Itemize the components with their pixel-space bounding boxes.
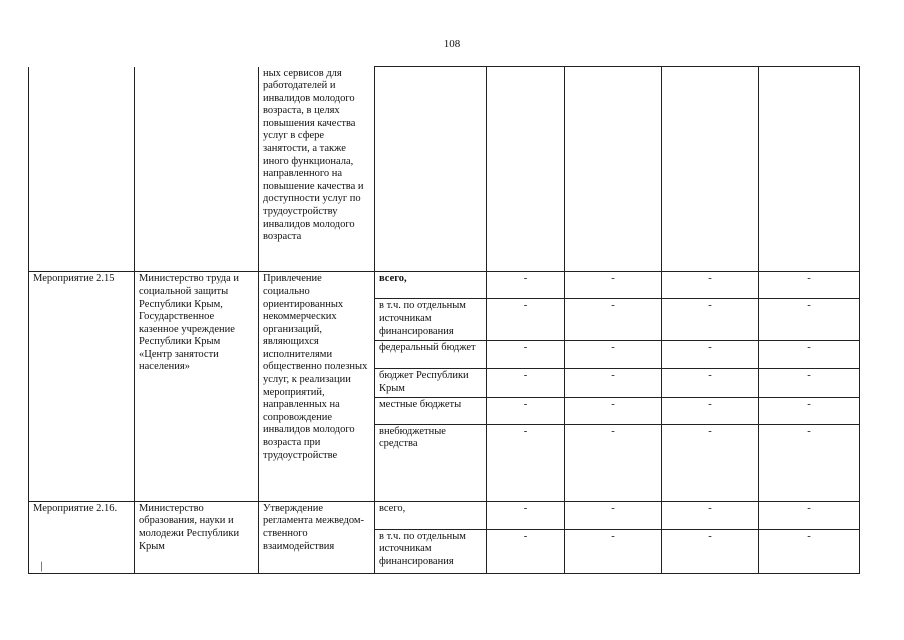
funding-value: - xyxy=(662,369,759,397)
funding-value: - xyxy=(565,424,662,501)
continuation-value-cell xyxy=(759,67,860,272)
funding-value: - xyxy=(565,501,662,529)
continuation-source-cell xyxy=(375,67,487,272)
continuation-executor-cell xyxy=(135,67,259,272)
funding-value: - xyxy=(662,272,759,299)
measure-description: Привлечение социально ориентированных некоммерческих организаций, являющихся исполнителями общественно полезных услуг, к реализации мероприятий, направленных на сопровождение инвалидов молодого возраста при трудоустройстве xyxy=(259,272,375,501)
table-row xyxy=(29,272,860,299)
funding-value: - xyxy=(759,369,860,397)
funding-value: - xyxy=(565,529,662,573)
measure-name: Мероприятие 2.15 xyxy=(29,272,135,501)
measure-executor: Министерство образования, науки и молодежи Республики Крым xyxy=(135,501,259,573)
funding-source-label: в т.ч. по отдельным источникам финансирования xyxy=(375,299,487,341)
funding-source-label: всего, xyxy=(375,501,487,529)
funding-value: - xyxy=(487,369,565,397)
funding-value: - xyxy=(565,397,662,424)
funding-value: - xyxy=(759,424,860,501)
funding-value: - xyxy=(759,501,860,529)
handwritten-mark: / xyxy=(37,559,47,576)
measure-name: Мероприятие 2.16. xyxy=(29,501,135,573)
continuation-value-cell xyxy=(662,67,759,272)
funding-source-label: бюджет Республики Крым xyxy=(375,369,487,397)
measure-executor: Министерство труда и социальной защиты Республики Крым, Государственное казенное учреждение Республики Крым «Центр занятости населения» xyxy=(135,272,259,501)
funding-value: - xyxy=(565,272,662,299)
funding-value: - xyxy=(759,341,860,369)
funding-value: - xyxy=(662,424,759,501)
funding-value: - xyxy=(487,341,565,369)
funding-value: - xyxy=(487,501,565,529)
continuation-value-cell xyxy=(487,67,565,272)
funding-value: - xyxy=(487,272,565,299)
funding-value: - xyxy=(565,369,662,397)
funding-value: - xyxy=(487,424,565,501)
funding-value: - xyxy=(487,529,565,573)
funding-value: - xyxy=(759,397,860,424)
table-row xyxy=(29,501,860,529)
funding-source-label: внебюджетные средства xyxy=(375,424,487,501)
continuation-value-cell xyxy=(565,67,662,272)
continuation-measure-cell xyxy=(29,67,135,272)
continuation-description: ных сервисов для работодателей и инвалидов молодого возраста, в целях повышения качества услуг в сфере занятости, а также иного функционала, направленного на повышение качества и доступности услуг по трудоустройству инвалидов молодого возраста xyxy=(259,67,375,272)
funding-source-label: в т.ч. по отдельным источникам финансирования xyxy=(375,529,487,573)
measure-description: Утверждение регламента межведом-ственного взаимодействия xyxy=(259,501,375,573)
funding-value: - xyxy=(662,299,759,341)
funding-value: - xyxy=(662,501,759,529)
funding-source-label: федеральный бюджет xyxy=(375,341,487,369)
funding-value: - xyxy=(565,341,662,369)
funding-value: - xyxy=(759,299,860,341)
funding-value: - xyxy=(565,299,662,341)
page-number: 108 xyxy=(443,38,461,50)
funding-value: - xyxy=(487,397,565,424)
continuation-row xyxy=(29,67,860,272)
funding-value: - xyxy=(759,272,860,299)
financing-table xyxy=(28,66,860,574)
funding-value: - xyxy=(487,299,565,341)
funding-source-label: местные бюджеты xyxy=(375,397,487,424)
funding-source-label: всего, xyxy=(375,272,487,299)
funding-value: - xyxy=(662,341,759,369)
funding-value: - xyxy=(662,397,759,424)
funding-value: - xyxy=(759,529,860,573)
funding-value: - xyxy=(662,529,759,573)
